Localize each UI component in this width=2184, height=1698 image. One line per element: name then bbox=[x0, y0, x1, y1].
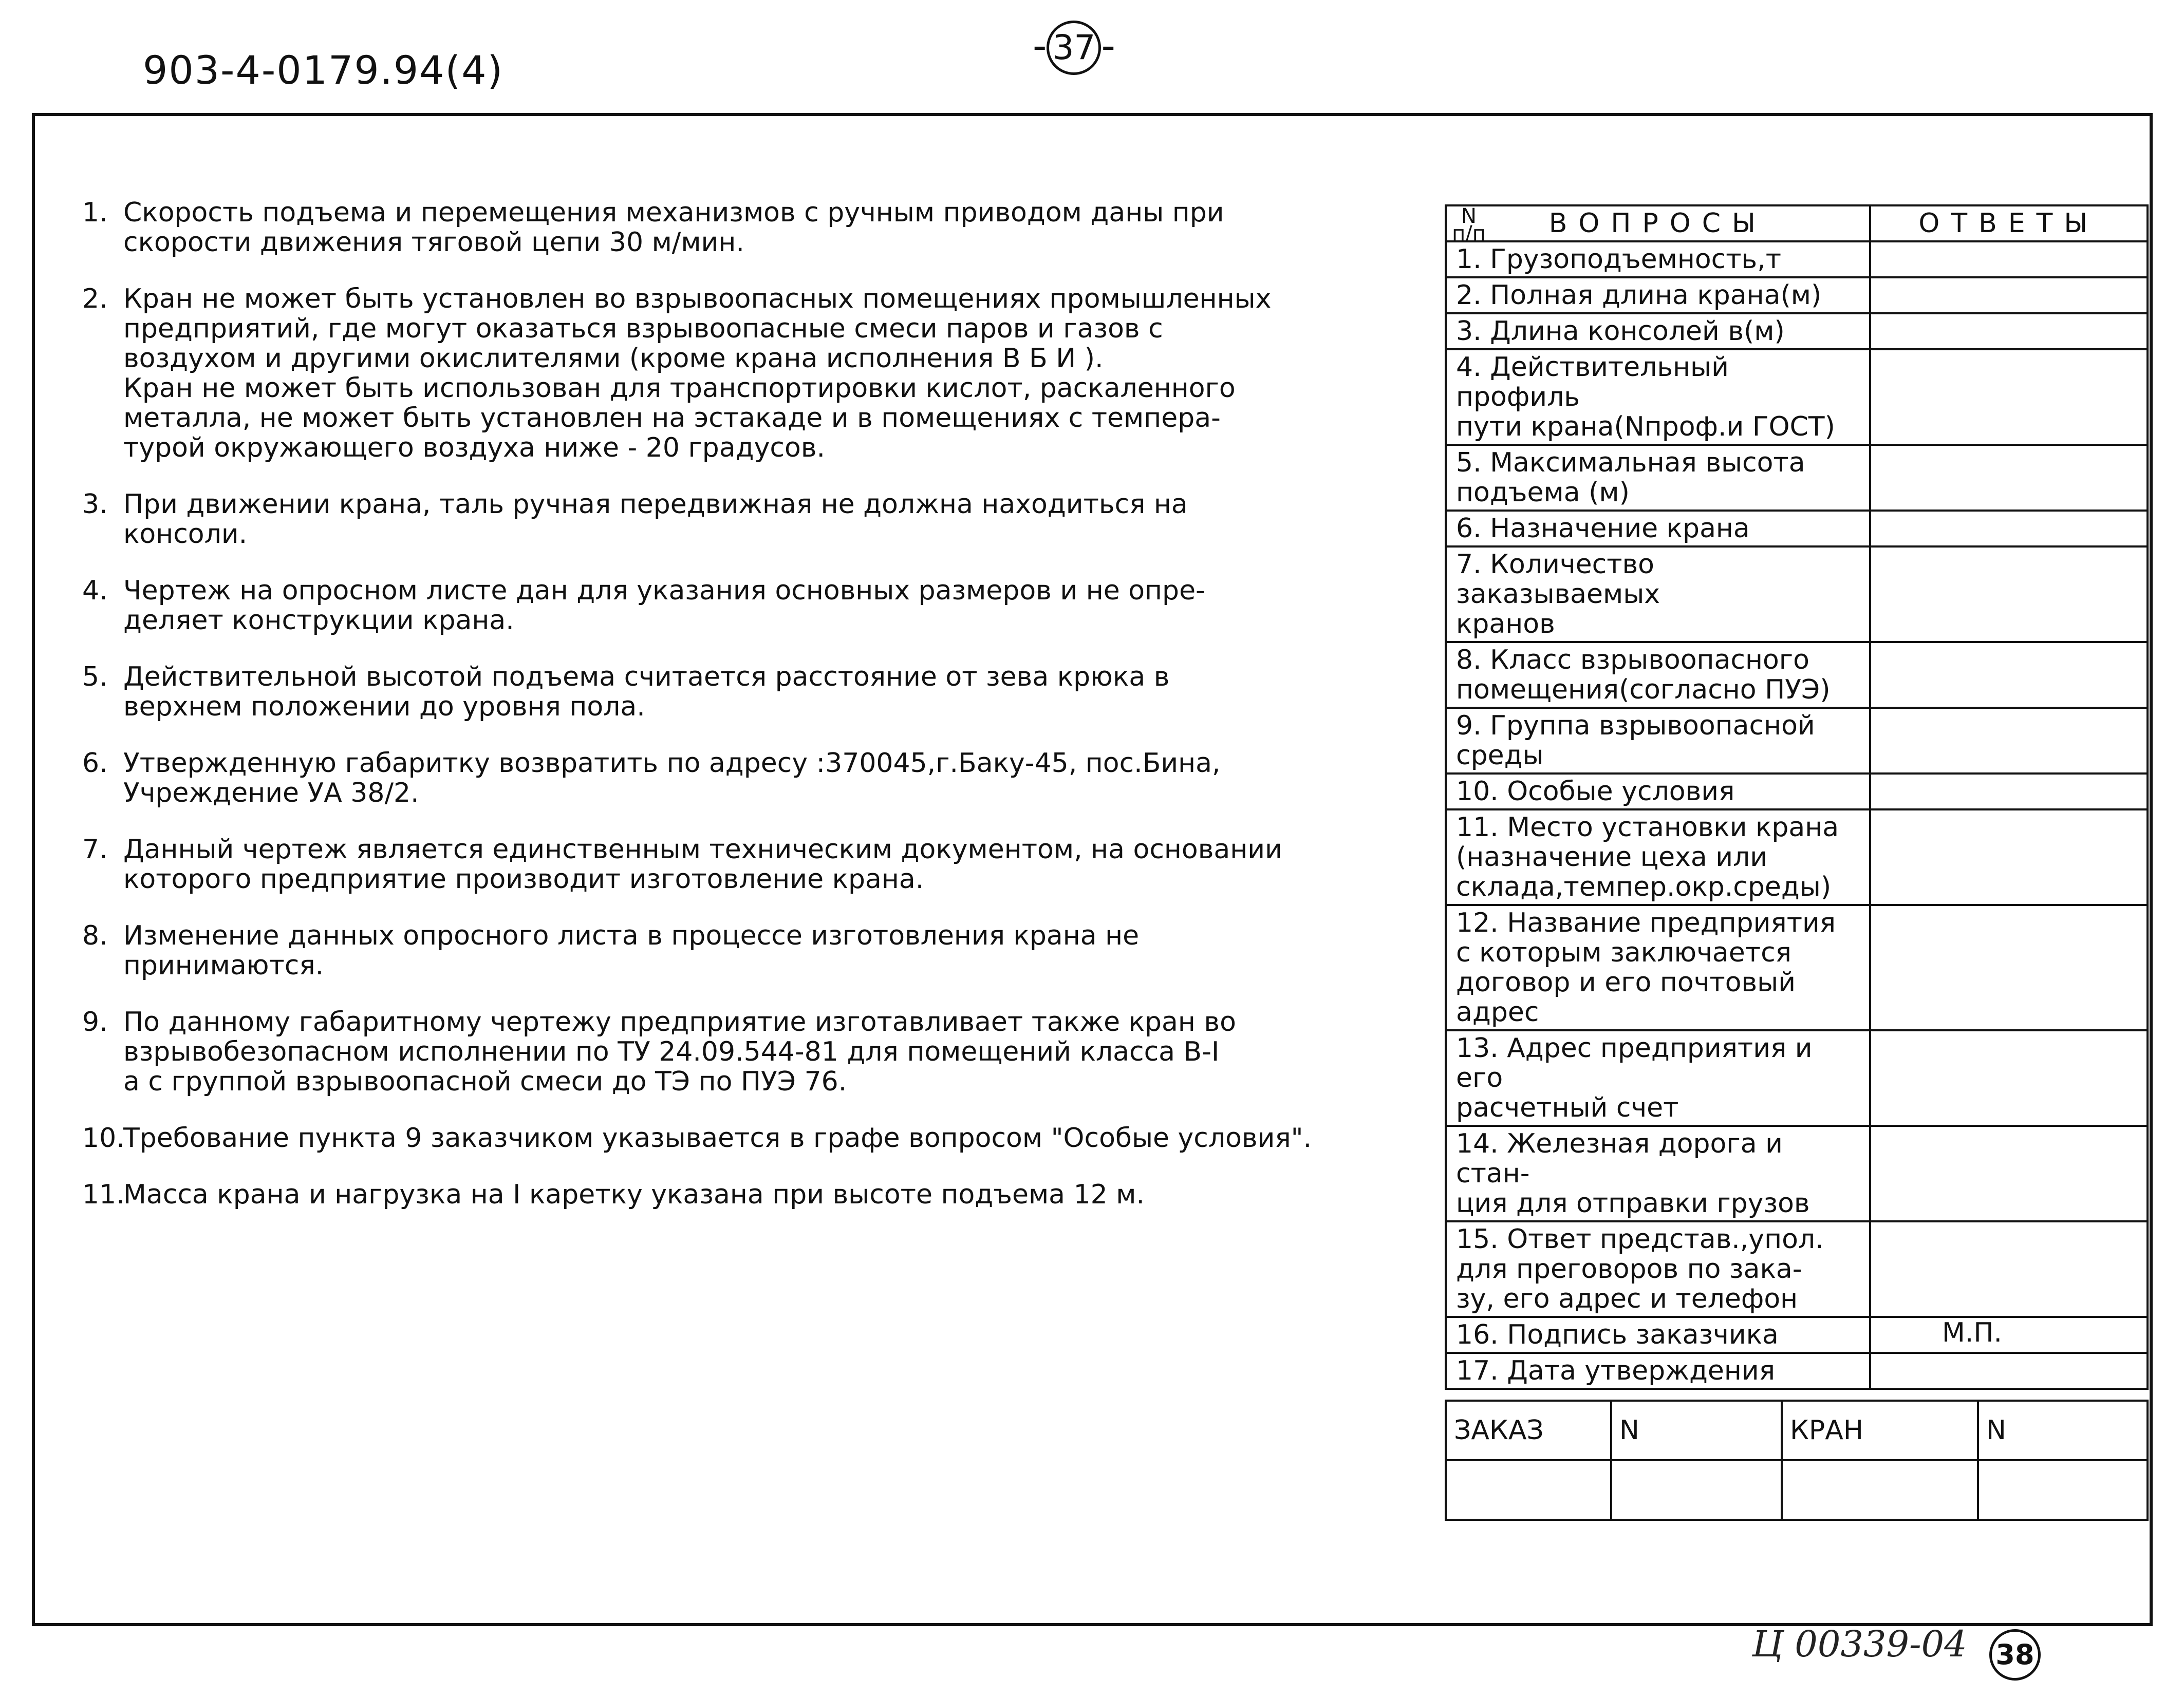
questions-header-label: ВОПРОСЫ bbox=[1548, 208, 1767, 239]
note-text: Требование пункта 9 заказчиком указывается в графе вопросом "Особые условия". bbox=[123, 1123, 1312, 1154]
note-text: По данному габаритному чертежу предприятие изготавливает также кран во взрывобезопасном исполнении по ТУ 24.09.544-81 для помещений класса В-I а с группой взрывоопасной смеси до ТЭ по ПУЭ 76. bbox=[123, 1007, 1236, 1097]
order-label: ЗАКАЗ bbox=[1446, 1401, 1611, 1460]
question-row bbox=[1446, 445, 2148, 511]
note-number: 4. bbox=[82, 575, 108, 606]
question-row bbox=[1446, 642, 2148, 708]
document-code: 903-4-0179.94(4) bbox=[143, 47, 504, 93]
note-text: Данный чертеж является единственным техническим документом, на основании которого предприятие производит изготовление крана. bbox=[123, 834, 1282, 895]
question-cell: 10. Особые условия bbox=[1446, 773, 1870, 809]
question-cell: 4. Действительный профиль пути крана(Nпроф.и ГОСТ) bbox=[1446, 349, 1870, 445]
note-item bbox=[82, 835, 1397, 894]
answer-cell bbox=[1870, 277, 2148, 313]
question-row bbox=[1446, 1221, 2148, 1317]
note-text: Масса крана и нагрузка на I каретку указана при высоте подъема 12 м. bbox=[123, 1179, 1145, 1210]
questions-header bbox=[1446, 204, 1870, 246]
question-row bbox=[1446, 1030, 2148, 1126]
note-number: 10. bbox=[82, 1123, 125, 1154]
page-number: - 37 - bbox=[1033, 21, 1115, 75]
page-number-circle: 37 bbox=[1047, 21, 1101, 75]
answers-header: ОТВЕТЫ bbox=[1870, 205, 2148, 241]
note-item bbox=[82, 921, 1397, 980]
question-cell: 17. Дата утверждения bbox=[1446, 1353, 1870, 1389]
note-item bbox=[82, 662, 1397, 722]
answer-cell bbox=[1870, 708, 2148, 773]
answer-cell bbox=[1870, 1221, 2148, 1317]
note-item bbox=[82, 198, 1397, 257]
question-row bbox=[1446, 241, 2148, 277]
question-row bbox=[1446, 708, 2148, 773]
crane-number-cell bbox=[1978, 1460, 2148, 1520]
note-item bbox=[82, 576, 1397, 635]
order-value-cell bbox=[1446, 1460, 1611, 1520]
note-item bbox=[82, 1123, 1397, 1153]
note-item bbox=[82, 1007, 1397, 1097]
question-row bbox=[1446, 1317, 2148, 1353]
note-number: 2. bbox=[82, 284, 108, 314]
question-cell: 7. Количество заказываемых кранов bbox=[1446, 546, 1870, 642]
questionnaire-body bbox=[1446, 241, 2148, 1389]
answer-cell bbox=[1870, 1126, 2148, 1221]
stamp-placeholder-label: М.П. bbox=[1942, 1317, 2003, 1348]
note-text: Скорость подъема и перемещения механизмов с ручным приводом даны при скорости движения тяговой цепи 30 м/мин. bbox=[123, 197, 1224, 258]
answer-cell bbox=[1870, 241, 2148, 277]
answer-cell bbox=[1870, 445, 2148, 511]
question-cell: 11. Место установки крана (назначение цеха или склада,темпер.окр.среды) bbox=[1446, 809, 1870, 905]
handwritten-code: Ц 00339-04 bbox=[1752, 1623, 1967, 1665]
crane-number-label: N bbox=[1978, 1401, 2148, 1460]
handwritten-page-number: 38 bbox=[1989, 1629, 2041, 1681]
answer-cell bbox=[1870, 773, 2148, 809]
question-row bbox=[1446, 313, 2148, 349]
note-text: Изменение данных опросного листа в процессе изготовления крана не принимаются. bbox=[123, 920, 1140, 981]
note-number: 3. bbox=[82, 489, 108, 520]
note-number: 8. bbox=[82, 920, 108, 951]
answer-cell bbox=[1870, 313, 2148, 349]
question-row bbox=[1446, 905, 2148, 1030]
notes-list bbox=[82, 198, 1397, 1236]
question-cell: 3. Длина консолей в(м) bbox=[1446, 313, 1870, 349]
note-text: При движении крана, таль ручная передвижная не должна находиться на консоли. bbox=[123, 489, 1188, 550]
question-cell: 9. Группа взрывоопасной среды bbox=[1446, 708, 1870, 773]
note-item bbox=[82, 1180, 1397, 1210]
question-cell: 12. Название предприятия с которым заключается договор и его почтовый адрес bbox=[1446, 905, 1870, 1030]
question-cell: 6. Назначение крана bbox=[1446, 511, 1870, 546]
question-row bbox=[1446, 349, 2148, 445]
question-cell: 5. Максимальная высота подъема (м) bbox=[1446, 445, 1870, 511]
question-row bbox=[1446, 809, 2148, 905]
note-number: 9. bbox=[82, 1007, 108, 1037]
row-number-header: N п/п bbox=[1452, 204, 1486, 246]
answer-cell bbox=[1870, 1317, 2148, 1353]
question-row bbox=[1446, 511, 2148, 546]
answer-cell bbox=[1870, 1030, 2148, 1126]
answer-cell bbox=[1870, 1353, 2148, 1389]
question-cell: 1. Грузоподъемность,т bbox=[1446, 241, 1870, 277]
crane-value-cell bbox=[1782, 1460, 1978, 1520]
question-row bbox=[1446, 277, 2148, 313]
note-number: 11. bbox=[82, 1179, 125, 1210]
answer-cell bbox=[1870, 511, 2148, 546]
note-number: 6. bbox=[82, 748, 108, 779]
question-cell: 16. Подпись заказчика bbox=[1446, 1317, 1870, 1353]
note-number: 5. bbox=[82, 662, 108, 692]
question-row bbox=[1446, 773, 2148, 809]
note-number: 1. bbox=[82, 197, 108, 228]
question-row bbox=[1446, 1126, 2148, 1221]
note-item bbox=[82, 748, 1397, 808]
question-row bbox=[1446, 1353, 2148, 1389]
note-item bbox=[82, 489, 1397, 549]
note-item bbox=[82, 284, 1397, 463]
note-text: Кран не может быть установлен во взрывоопасных помещениях промышленных предприятий, где могут оказаться взрывоопасные смеси паров и газов с воздухом и другими окислителями (кроме крана исполнения В Б И ). Кран не может быть использован для транспортировки кислот, раскаленного металла, не может быть установлен на эстакаде и в помещениях с темпера- турой окружающего воздуха ниже - 20 градусов. bbox=[123, 284, 1272, 463]
crane-label: КРАН bbox=[1782, 1401, 1978, 1460]
answer-cell bbox=[1870, 809, 2148, 905]
answer-cell bbox=[1870, 349, 2148, 445]
note-text: Утвержденную габаритку возвратить по адресу :370045,г.Баку-45, пос.Бина, Учреждение УА 38/2. bbox=[123, 748, 1221, 808]
order-table bbox=[1445, 1400, 2149, 1521]
question-cell: 2. Полная длина крана(м) bbox=[1446, 277, 1870, 313]
order-number-label: N bbox=[1611, 1401, 1782, 1460]
answer-cell bbox=[1870, 546, 2148, 642]
question-cell: 14. Железная дорога и стан- ция для отправки грузов bbox=[1446, 1126, 1870, 1221]
note-text: Чертеж на опросном листе дан для указания основных размеров и не опре- деляет конструкции крана. bbox=[123, 575, 1205, 636]
note-number: 7. bbox=[82, 834, 108, 865]
note-text: Действительной высотой подъема считается расстояние от зева крюка в верхнем положении до уровня пола. bbox=[123, 662, 1170, 722]
question-cell: 13. Адрес предприятия и его расчетный счет bbox=[1446, 1030, 1870, 1126]
order-number-cell bbox=[1611, 1460, 1782, 1520]
questionnaire-table bbox=[1445, 204, 2149, 1390]
answer-cell bbox=[1870, 905, 2148, 1030]
question-cell: 15. Ответ представ.,упол. для преговоров по зака- зу, его адрес и телефон bbox=[1446, 1221, 1870, 1317]
answer-cell bbox=[1870, 642, 2148, 708]
question-cell: 8. Класс взрывоопасного помещения(согласно ПУЭ) bbox=[1446, 642, 1870, 708]
question-row bbox=[1446, 546, 2148, 642]
